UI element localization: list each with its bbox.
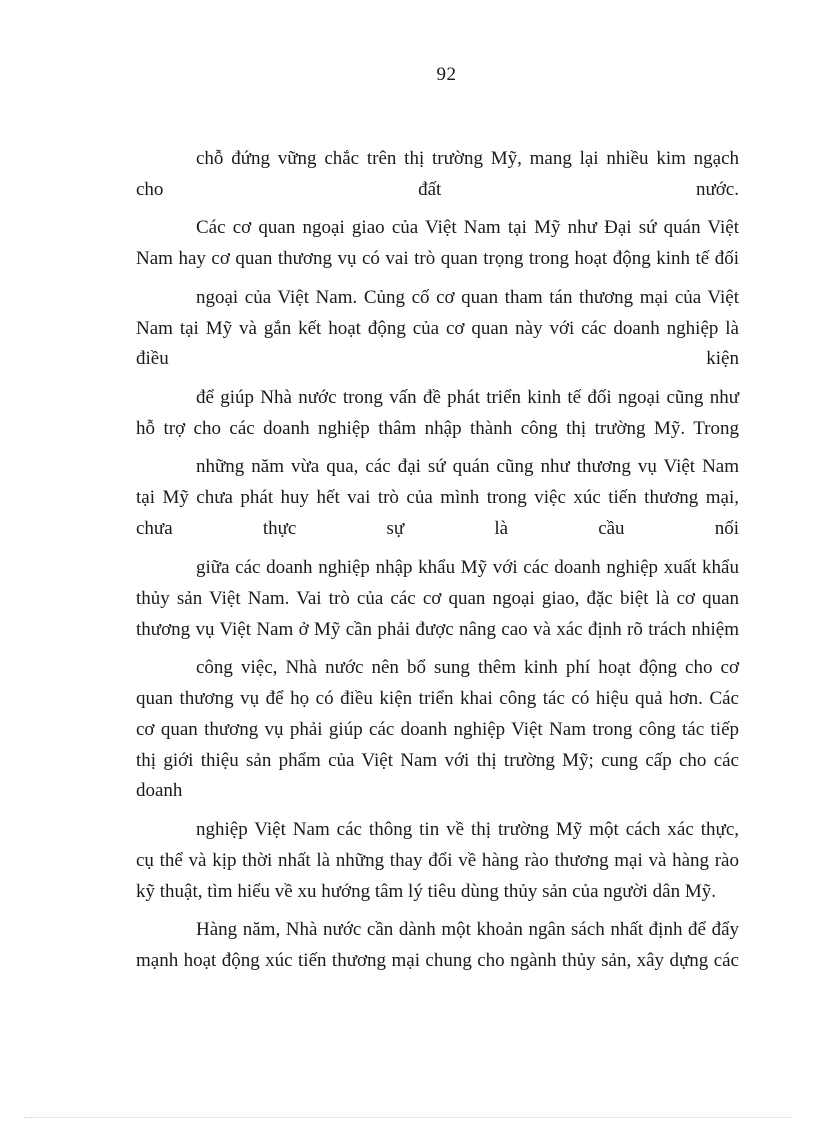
text-line: thương vụ Việt Nam ở Mỹ cần phải được nâng cao và xác định rõ trách nhiệm [136, 619, 739, 640]
text-line: Nam hay cơ quan thương vụ có vai trò quan trọng trong hoạt động kinh tế đối [136, 248, 739, 269]
text-line: chưa thực sự là cầu nối [136, 518, 739, 539]
text-line: cơ quan thương vụ phải giúp các doanh nghiệp Việt Nam trong công tác tiếp [136, 719, 739, 740]
text-line: để giúp Nhà nước trong vấn đề phát triển kinh tế đối ngoại cũng như [196, 387, 739, 408]
text-line: Nam tại Mỹ và gắn kết hoạt động của cơ quan này với các doanh nghiệp là [136, 318, 739, 339]
text-line: doanh [136, 780, 183, 801]
text-line: thị giới thiệu sản phẩm của Việt Nam với thị trường Mỹ; cung cấp cho các [136, 750, 739, 771]
text-line: điều kiện [136, 348, 739, 369]
text-line: những năm vừa qua, các đại sứ quán cũng như thương vụ Việt Nam [196, 456, 739, 477]
page-bottom-divider [24, 1117, 792, 1118]
text-line: cho đất nước. [136, 179, 739, 200]
text-line: chỗ đứng vững chắc trên thị trường Mỹ, mang lại nhiều kim ngạch [196, 148, 739, 169]
text-line: công việc, Nhà nước nên bổ sung thêm kinh phí hoạt động cho cơ [196, 657, 739, 678]
text-line: Các cơ quan ngoại giao của Việt Nam tại Mỹ như Đại sứ quán Việt [196, 217, 739, 238]
page-number: 92 [436, 64, 457, 85]
text-line: giữa các doanh nghiệp nhập khẩu Mỹ với các doanh nghiệp xuất khẩu [196, 557, 739, 578]
text-line: Hàng năm, Nhà nước cần dành một khoản ngân sách nhất định để đẩy [196, 919, 739, 940]
text-line: cụ thể và kịp thời nhất là những thay đổi về hàng rào thương mại và hàng rào [136, 850, 739, 871]
text-line: nghiệp Việt Nam các thông tin về thị trường Mỹ một cách xác thực, [196, 819, 739, 840]
text-line: tại Mỹ chưa phát huy hết vai trò của mình trong việc xúc tiến thương mại, [136, 487, 739, 508]
text-line: quan thương vụ để họ có điều kiện triển khai công tác có hiệu quả hơn. Các [136, 688, 739, 709]
text-line: kỹ thuật, tìm hiểu về xu hướng tâm lý tiêu dùng thủy sản của người dân Mỹ. [136, 881, 717, 902]
text-line: mạnh hoạt động xúc tiến thương mại chung cho ngành thủy sản, xây dựng các [136, 950, 739, 971]
text-line: thủy sản Việt Nam. Vai trò của các cơ quan ngoại giao, đặc biệt là cơ quan [136, 588, 739, 609]
text-line: hỗ trợ cho các doanh nghiệp thâm nhập thành công thị trường Mỹ. Trong [136, 418, 739, 439]
text-line: ngoại của Việt Nam. Củng cố cơ quan tham tán thương mại của Việt [196, 287, 739, 308]
